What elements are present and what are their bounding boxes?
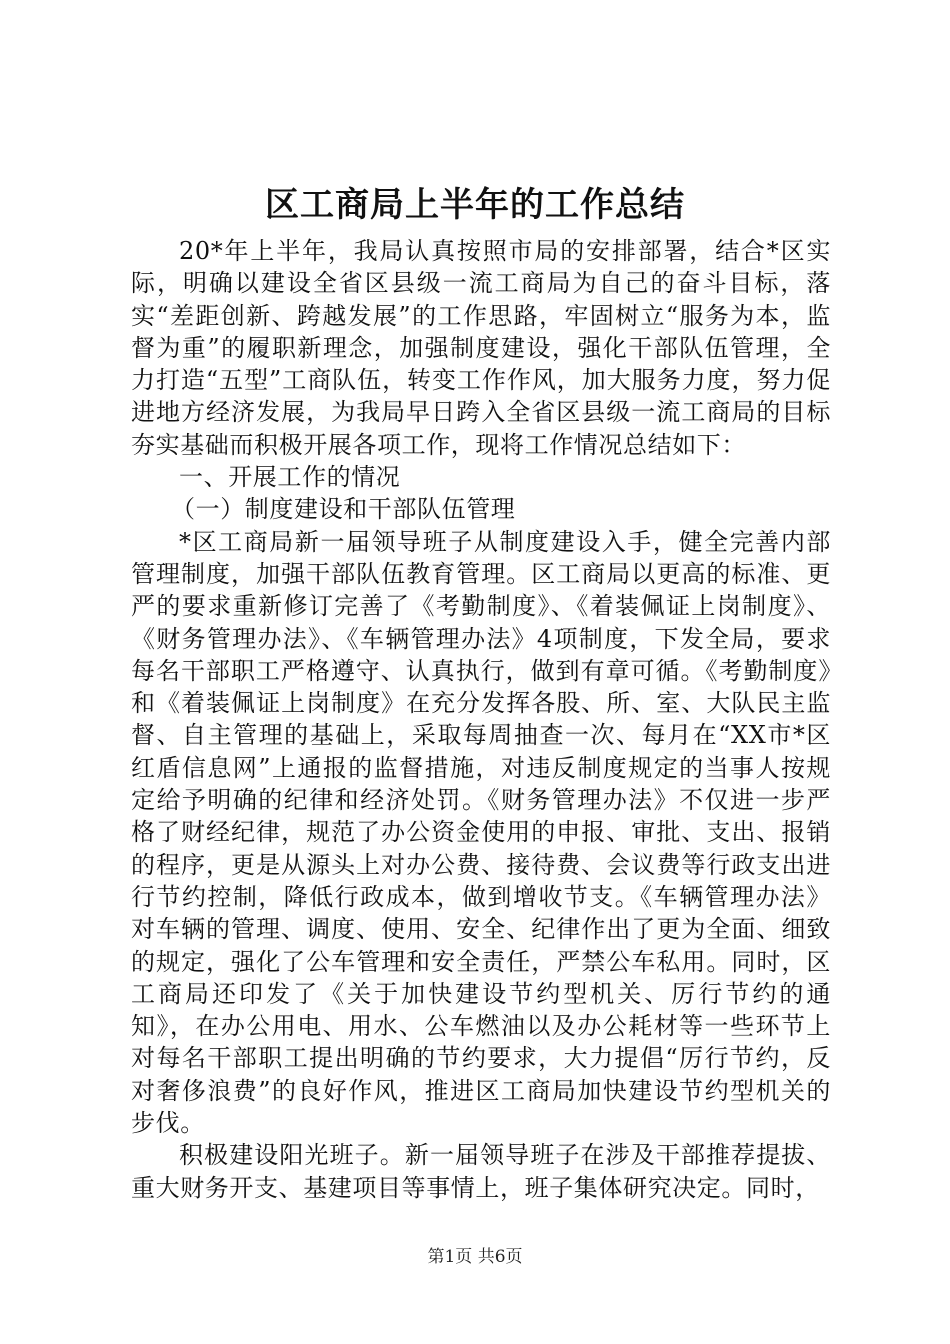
body-paragraph: *区工商局新一届领导班子从制度建设入手，健全完善内部管理制度，加强干部队伍教育管理。区工商局以更高的标准、更严的要求重新修订完善了《考勤制度》、《着装佩证上岗制度》、《财务管理办法》、《车辆管理办法》4项制度，下发全局，要求每名干部职工严格遵守、认真执行，做到有章可循。《考勤制度》和《着装佩证上岗制度》在充分发挥各股、所、室、大队民主监督、自主管理的基础上，采取每周抽查一次、每月在“XX市*区红盾信息网”上通报的监督措施，对违反制度规定的当事人按规定给予明确的纪律和经济处罚。《财务管理办法》不仅进一步严格了财经纪律，规范了办公资金使用的申报、审批、支出、报销的程序，更是从源头上对办公费、接待费、会议费等行政支出进行节约控制，降低行政成本，做到增收节支。《车辆管理办法》对车辆的管理、调度、使用、安全、纪律作出了更为全面、细致的规定，强化了公车管理和安全责任，严禁公车私用。同时，区工商局还印发了《关于加快建设节约型机关、厉行节约的通知》，在办公用电、用水、公车燃油以及办公耗材等一些环节上对每名干部职工提出明确的节约要求，大力提倡“厉行节约，反对奢侈浪费”的良好作风，推进区工商局加快建设节约型机关的步伐。 — [131, 527, 831, 1138]
section-heading: 一、开展工作的情况 — [179, 463, 401, 492]
page-number-footer: 第1页 共6页 — [427, 1247, 523, 1267]
subsection-heading: （一）制度建设和干部队伍管理 — [171, 495, 516, 524]
body-paragraph: 积极建设阳光班子。新一届领导班子在涉及干部推荐提拔、重大财务开支、基建项目等事情上，班子集体研究决定。同时， — [131, 1141, 831, 1202]
document-body — [131, 235, 831, 1204]
document-title: 区工商局上半年的工作总结 — [265, 185, 685, 225]
body-paragraph: 20*年上半年，我局认真按照市局的安排部署，结合*区实际，明确以建设全省区县级一流工商局为自己的奋斗目标，落实“差距创新、跨越发展”的工作思路，牢固树立“服务为本，监督为重”的履职新理念，加强制度建设，强化干部队伍管理，全力打造“五型”工商队伍，转变工作作风，加大服务力度，努力促进地方经济发展，为我局早日跨入全省区县级一流工商局的目标夯实基础而积极开展各项工作，现将工作情况总结如下： — [131, 237, 831, 459]
